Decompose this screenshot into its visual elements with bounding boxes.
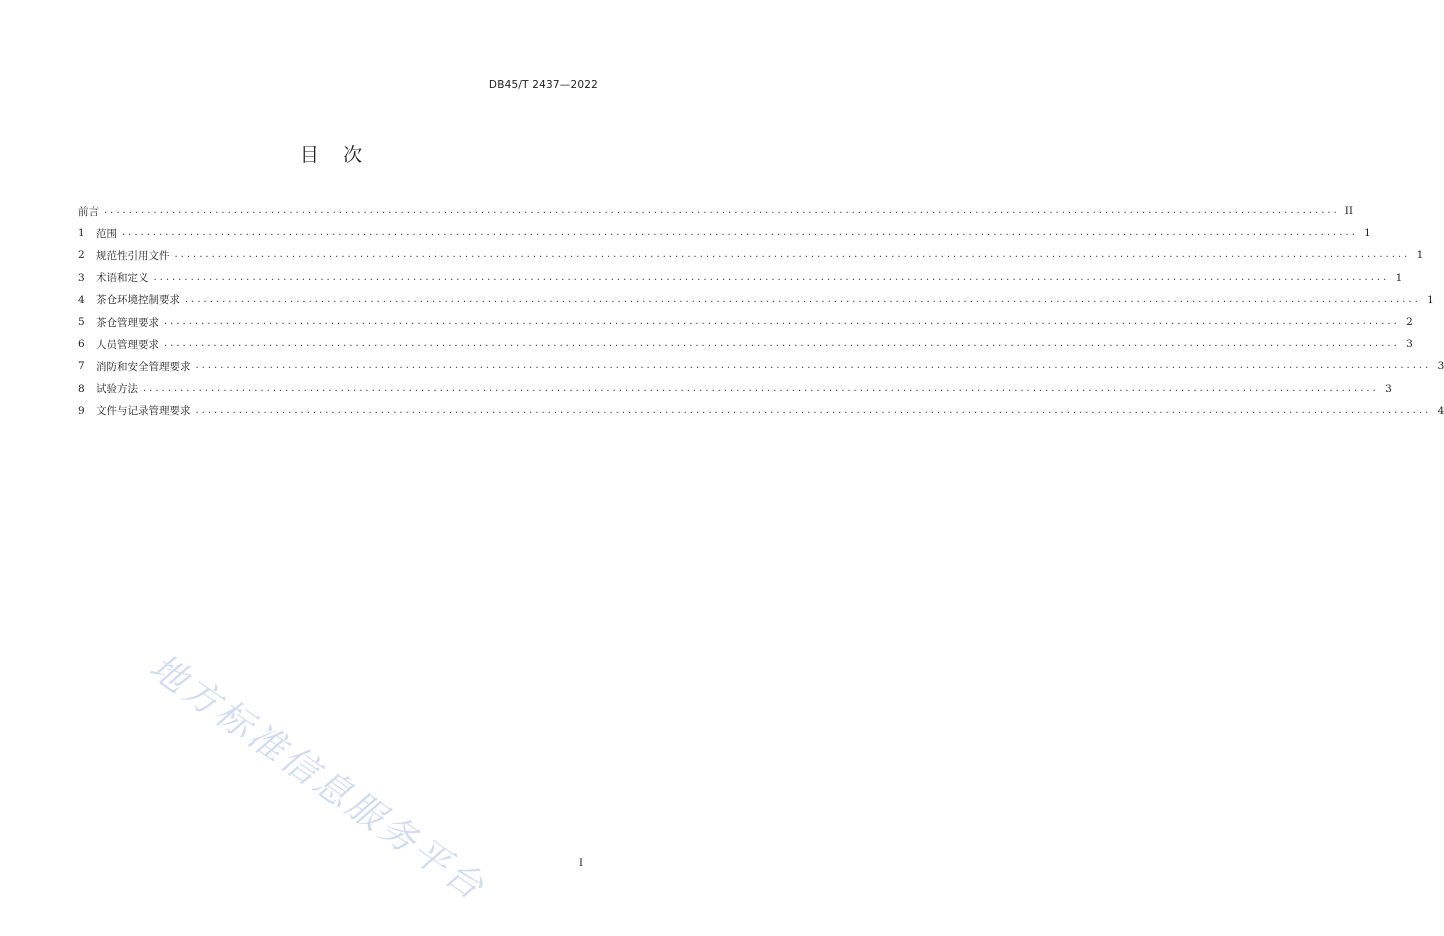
toc-entry-label: 人员管理要求 xyxy=(96,338,159,351)
toc-entry-9[interactable] xyxy=(78,400,1444,422)
toc-title-text: 目 次 xyxy=(299,144,363,166)
toc-entry-number: 4 xyxy=(78,293,85,306)
toc-entry-page: 3 xyxy=(1385,382,1392,395)
toc-leader: ........................................................................................................................................................................................................ xyxy=(195,404,1432,416)
page-number: I xyxy=(579,858,583,869)
toc-entry-page: 1 xyxy=(1395,271,1403,284)
toc-entry-number: 6 xyxy=(78,338,85,351)
toc-title xyxy=(0,140,662,167)
toc-leader: ........................................................................................................................................................................................................ xyxy=(174,249,1411,261)
toc-entry-label: 规范性引用文件 xyxy=(96,249,170,262)
toc-entry-number: 7 xyxy=(78,360,85,373)
toc-entry-label: 范围 xyxy=(96,227,117,240)
toc-entry-1[interactable] xyxy=(78,222,1371,244)
watermark: 地方标准信息服务平台 xyxy=(141,646,494,910)
toc-entry-6[interactable] xyxy=(78,333,1413,355)
toc-leader: ........................................................................................................................................................................................................ xyxy=(153,271,1390,283)
toc-entry-label: 前言 xyxy=(78,205,99,218)
toc-entry-2[interactable] xyxy=(78,244,1424,266)
toc-entry-page: 1 xyxy=(1427,293,1434,306)
toc-entry-label: 术语和定义 xyxy=(96,272,149,285)
toc-leader: ........................................................................................................................................................................................................ xyxy=(185,293,1421,305)
toc-leader: ........................................................................................................................................................................................................ xyxy=(164,338,1400,350)
toc-entry-number: 9 xyxy=(78,404,85,417)
toc-entry-page: 3 xyxy=(1406,338,1413,351)
toc-leader: ........................................................................................................................................................................................................ xyxy=(143,382,1379,394)
toc-entry-number: 1 xyxy=(78,227,85,240)
toc-list xyxy=(78,200,1444,422)
toc-entry-label: 茶仓管理要求 xyxy=(96,316,159,329)
toc-entry-page: 2 xyxy=(1406,316,1413,329)
toc-entry-7[interactable] xyxy=(78,355,1444,377)
toc-entry-foreword[interactable] xyxy=(78,200,1354,222)
toc-entry-label: 茶仓环境控制要求 xyxy=(96,294,180,307)
toc-leader: ........................................................................................................................................................................................................ xyxy=(122,227,1358,239)
toc-entry-label: 试验方法 xyxy=(96,383,138,396)
toc-entry-page: II xyxy=(1344,205,1354,218)
toc-entry-number: 2 xyxy=(78,249,85,262)
toc-entry-3[interactable] xyxy=(78,267,1403,289)
toc-entry-page: 1 xyxy=(1416,249,1424,262)
toc-entry-page: 1 xyxy=(1364,227,1371,240)
toc-entry-5[interactable] xyxy=(78,311,1413,333)
standard-code: DB45/T 2437—2022 xyxy=(488,79,598,91)
toc-entry-page: 3 xyxy=(1437,360,1444,373)
toc-leader: ........................................................................................................................................................................................................ xyxy=(164,316,1400,328)
toc-entry-label: 消防和安全管理要求 xyxy=(96,360,191,373)
toc-leader: ........................................................................................................................................................................................................ xyxy=(104,205,1340,217)
toc-entry-page: 4 xyxy=(1437,404,1444,417)
toc-entry-number: 5 xyxy=(78,316,85,329)
toc-entry-4[interactable] xyxy=(78,289,1434,311)
toc-leader: ........................................................................................................................................................................................................ xyxy=(195,360,1432,372)
toc-entry-label: 文件与记录管理要求 xyxy=(96,405,191,418)
toc-entry-8[interactable] xyxy=(78,378,1392,400)
toc-entry-number: 3 xyxy=(78,271,85,284)
toc-entry-number: 8 xyxy=(78,382,85,395)
